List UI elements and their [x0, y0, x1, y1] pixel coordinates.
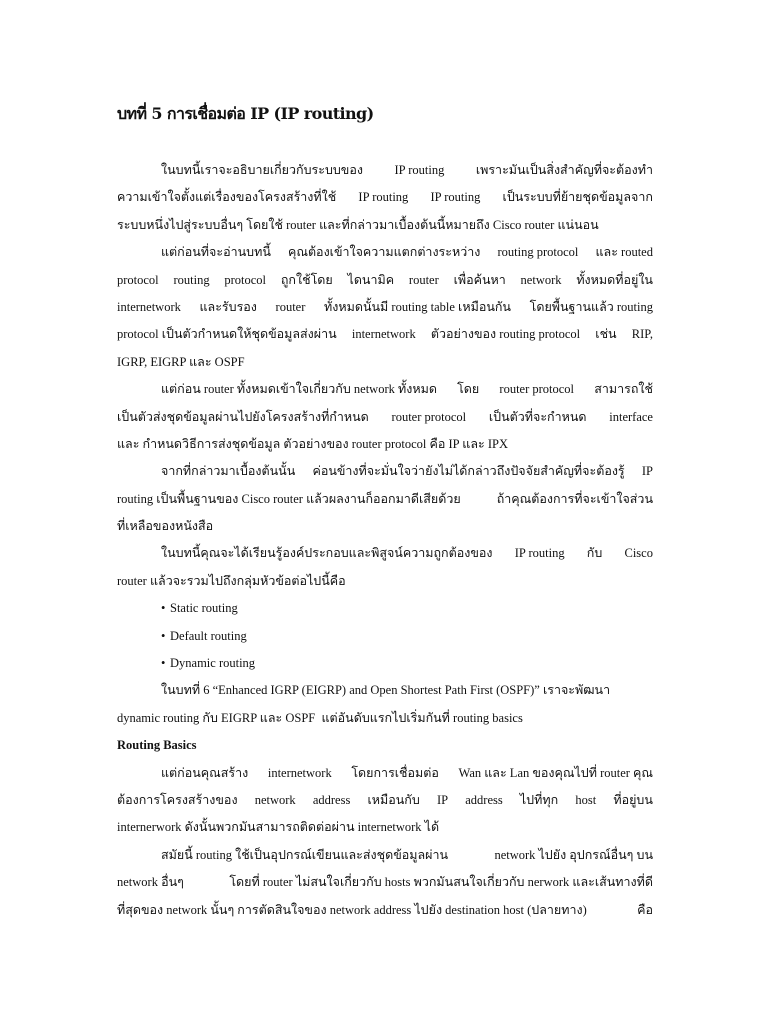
text-segment: router [408, 272, 439, 287]
text-segment: แต่ก่อนคุณสร้าง [161, 765, 249, 780]
text-segment: routing protocol [497, 245, 579, 260]
text-segment: คุณต้องเข้าใจความแตกต่างระหว่าง [287, 245, 481, 260]
text-segment: เป็นตัวที่จะกำหนด [488, 409, 587, 424]
text-segment: เป็นระบบที่ย้ายชุดข้อมูลจาก [502, 190, 653, 205]
paragraph-3 [117, 376, 653, 458]
text-segment: โดย [457, 382, 480, 397]
text-segment: address [312, 792, 351, 807]
text-segment: protocol [224, 272, 267, 287]
text-segment: เช่น [595, 327, 617, 342]
text-line [117, 869, 653, 896]
text-segment: routing เป็นพื้นฐานของ Cisco router แล้วผลงานก็ออกมาดีเสียด้วย [117, 491, 461, 506]
document-page [117, 90, 653, 924]
text-segment: เหมือนกับ [367, 792, 420, 807]
text-line [117, 897, 653, 924]
list-item [117, 595, 653, 622]
text-line [117, 486, 653, 513]
text-segment: IP [641, 464, 653, 479]
text-segment: routing [173, 272, 210, 287]
text-segment: protocol [117, 272, 159, 287]
section-body [117, 760, 653, 924]
text-segment: ถูกใช้โดย [280, 272, 333, 287]
text-segment: ค่อนข้างที่จะมั่นใจว่ายังไม่ได้กล่าวถึงปัจจัยสำคัญที่จะต้องรู้ [312, 464, 625, 479]
text-segment: และ กำหนดวิธีการส่งชุดข้อมูล ตัวอย่างของ router protocol คือ IP และ IPX [117, 436, 508, 451]
bullet-marker: • [161, 601, 166, 616]
paragraph-1 [117, 157, 653, 239]
text-segment: IP routing [514, 546, 565, 561]
text-segment: ในบทนี้เราจะอธิบายเกี่ยวกับระบบของ [161, 163, 363, 177]
text-segment: สมัยนี้ routing ใช้เป็นอุปกรณ์เขียนและส่งชุดข้อมูลผ่าน [161, 847, 449, 862]
text-segment: ถ้าคุณต้องการที่จะเข้าใจส่วน [496, 491, 653, 506]
text-segment: internetwork [267, 765, 332, 780]
section-paragraph-1 [117, 760, 653, 842]
text-segment: RIP, [631, 327, 653, 342]
text-line [117, 787, 653, 814]
text-segment: ต้องการโครงสร้างของ [117, 792, 238, 807]
text-line [117, 760, 653, 787]
text-segment: router [275, 299, 306, 314]
text-segment: ระบบหนึ่งไปสู่ระบบอื่นๆ โดยใช้ router และที่กล่าวมาเบื้องต้นนี้หมายถึง Cisco router แน่นอน [117, 217, 599, 232]
text-line [117, 568, 653, 595]
text-line [117, 157, 653, 184]
text-segment: ในบทที่ 6 “Enhanced IGRP (EIGRP) and Open Shortest Path First (OSPF)” เราจะพัฒนา [161, 683, 611, 698]
list-item-text: Dynamic routing [170, 656, 256, 671]
text-segment: internetwork [117, 299, 181, 314]
text-line [117, 814, 653, 841]
page-title: บทที่ 5 การเชื่อมต่อ IP (IP routing) [117, 104, 374, 123]
text-segment: เป็นตัวส่งชุดข้อมูลผ่านไปยังโครงสร้างที่กำหนด [117, 409, 369, 424]
text-line [117, 458, 653, 485]
text-segment: จากที่กล่าวมาเบื้องต้นนั้น [161, 464, 296, 479]
bullet-marker: • [161, 628, 166, 643]
text-segment: network อื่นๆ [117, 875, 184, 890]
list-item-text: Static routing [170, 601, 238, 616]
text-line [117, 212, 653, 239]
text-segment: router แล้วจะรวมไปถึงกลุ่มหัวข้อต่อไปนี้คือ [117, 573, 346, 588]
text-line [117, 349, 653, 376]
text-segment: interface [609, 409, 653, 424]
text-segment: internerwork ดังนั้นพวกมันสามารถติดต่อผ่าน internetwork ได้ [117, 820, 440, 835]
section-paragraph-2 [117, 842, 653, 924]
text-segment: Cisco [624, 546, 653, 561]
text-segment: ที่เหลือของหนังสือ [117, 519, 214, 534]
text-segment: กับ [586, 546, 603, 561]
list-item [117, 650, 653, 677]
text-line [117, 540, 653, 567]
text-segment: address [465, 792, 503, 807]
text-segment: เพราะมันเป็นสิ่งสำคัญที่จะต้องทำ [475, 163, 653, 177]
text-line [117, 404, 653, 431]
list-item-text: Default routing [170, 628, 247, 643]
text-segment: สามารถใช้ [594, 382, 653, 397]
text-segment: ในบทนี้คุณจะได้เรียนรู้องค์ประกอบและพิสูจน์ความถูกต้องของ [161, 546, 493, 561]
text-segment: IGRP, EIGRP และ OSPF [117, 354, 245, 369]
text-line [117, 267, 653, 294]
text-segment: dynamic routing กับ EIGRP และ OSPF [117, 710, 316, 725]
text-segment: และรับรอง [199, 299, 257, 314]
text-segment: แต่ก่อน router ทั้งหมดเข้าใจเกี่ยวกับ network ทั้งหมด [161, 382, 437, 397]
text-segment: แต่ก่อนที่จะอ่านบทนี้ [161, 245, 271, 260]
text-segment: router protocol [499, 382, 575, 397]
text-segment: แต่อันดับแรกไปเริ่มกันที่ routing basics [321, 710, 523, 725]
text-segment: ที่สุดของ network นั้นๆ การตัดสินใจของ network address ไปยัง destination host (ปลายทาง) [117, 902, 587, 917]
text-line [117, 842, 653, 869]
bullet-marker: • [161, 656, 166, 671]
paragraph-2 [117, 239, 653, 376]
text-line [117, 294, 653, 321]
text-line [117, 184, 653, 211]
text-segment: Wan และ Lan ของคุณไปที่ router คุณ [458, 765, 653, 780]
text-segment: ความเข้าใจตั้งแต่เรื่องของโครงสร้างที่ใช้ [117, 190, 337, 205]
text-segment: ที่อยู่บน [613, 792, 653, 807]
section-heading: Routing Basics [117, 738, 197, 753]
text-segment: ตัวอย่างของ routing protocol [430, 327, 581, 342]
text-line [117, 677, 653, 704]
bullet-list [117, 595, 653, 677]
text-segment: โดยที่ router ไม่สนใจเกี่ยวกับ hosts พวกมันสนใจเกี่ยวกับ nerwork และเส้นทางที่ดี [229, 875, 653, 890]
text-line [117, 431, 653, 458]
text-segment: IP routing [430, 190, 481, 205]
paragraph-after-bullets [117, 677, 653, 732]
text-segment: network [520, 272, 562, 287]
text-segment: IP routing [394, 163, 445, 177]
text-segment: host [575, 792, 597, 807]
paragraph-5 [117, 540, 653, 595]
text-segment: internetwork [351, 327, 416, 342]
text-segment: โดยพื้นฐานแล้ว routing [529, 299, 653, 314]
text-segment: protocol เป็นตัวกำหนดให้ชุดข้อมูลส่งผ่าน [117, 327, 337, 342]
text-segment: โดยการเชื่อมต่อ [351, 765, 439, 780]
text-segment: เพื่อค้นหา [453, 272, 506, 287]
paragraph-4 [117, 458, 653, 540]
text-segment: ทั้งหมดนั้นมี routing table เหมือนกัน [324, 299, 511, 314]
text-line [117, 513, 653, 540]
text-segment: คือ [637, 902, 653, 917]
text-segment: และ routed [595, 245, 653, 260]
text-line [117, 239, 653, 266]
text-line [117, 705, 653, 732]
text-segment: ไดนามิค [347, 272, 395, 287]
text-line [117, 321, 653, 348]
text-segment: IP routing [358, 190, 409, 205]
text-segment: ทั้งหมดที่อยู่ใน [576, 272, 653, 287]
text-segment: IP [436, 792, 449, 807]
text-segment: network [254, 792, 296, 807]
text-segment: router protocol [391, 409, 467, 424]
intro-body [117, 157, 653, 595]
text-segment: network ไปยัง อุปกรณ์อื่นๆ บน [494, 847, 653, 862]
text-line [117, 376, 653, 403]
text-segment: ไปที่ทุก [519, 792, 559, 807]
list-item [117, 623, 653, 650]
